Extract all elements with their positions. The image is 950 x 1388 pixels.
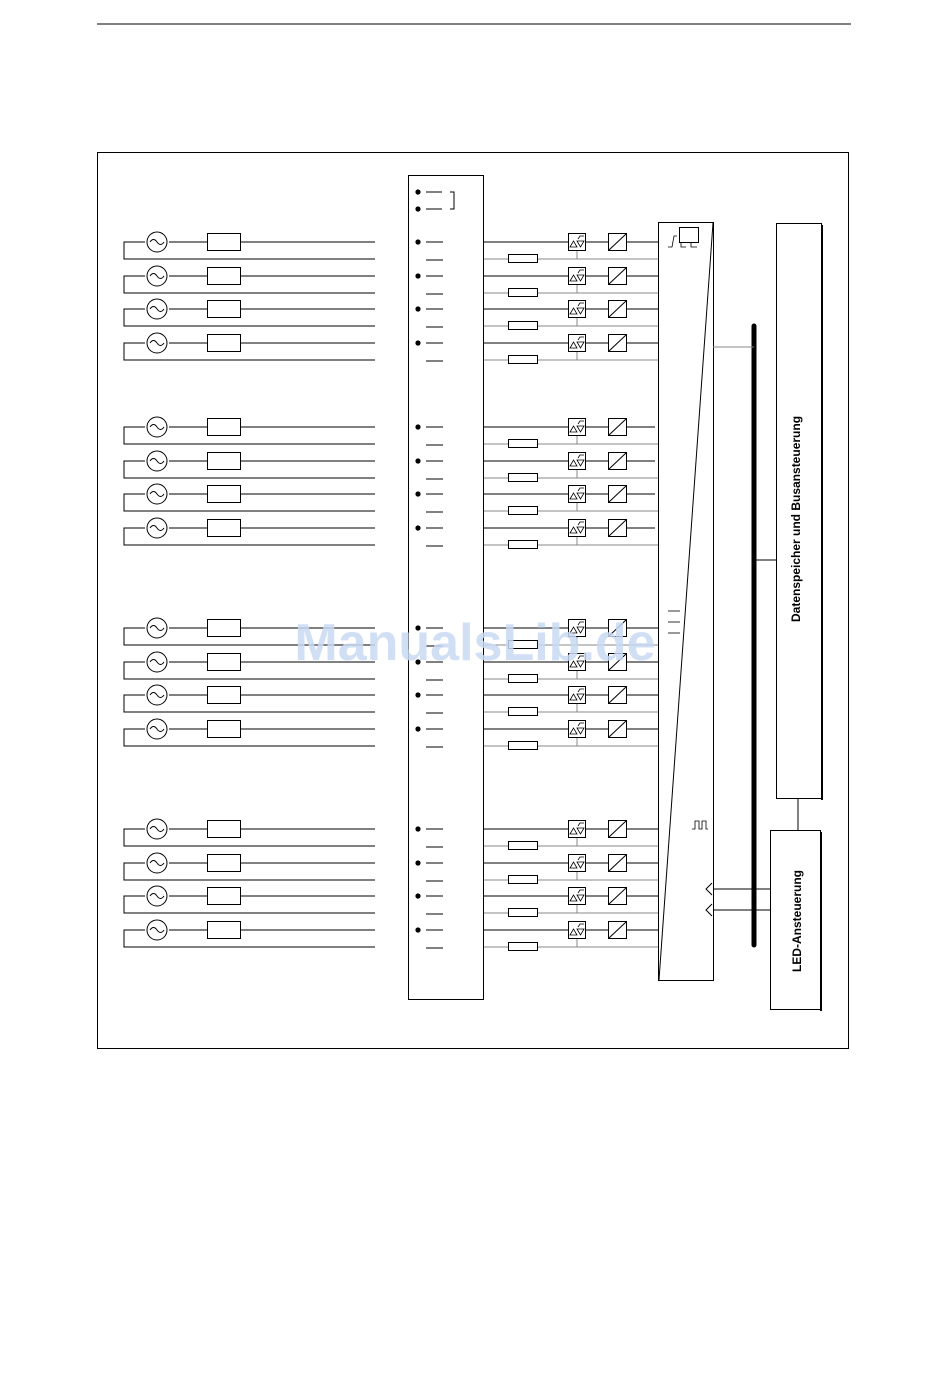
led-control-label: LED-Ansteuerung	[790, 870, 804, 972]
channel	[124, 232, 658, 263]
data-memory-box	[777, 224, 823, 801]
resistor-icon	[208, 453, 241, 470]
resistor-icon	[208, 620, 241, 637]
terminal-dot	[415, 491, 420, 496]
channel	[124, 333, 658, 364]
terminal-dot	[415, 239, 420, 244]
jumper-terminals	[415, 189, 454, 211]
channel	[124, 417, 658, 448]
fuse-icon	[509, 876, 538, 884]
resistor-icon	[208, 520, 241, 537]
resistor-icon	[208, 687, 241, 704]
channel	[124, 685, 658, 716]
fuse-icon	[509, 440, 538, 448]
fuse-icon	[509, 474, 538, 482]
fuse-icon	[509, 289, 538, 297]
channel	[124, 819, 658, 850]
resistor-icon	[208, 855, 241, 872]
terminal-dot	[415, 525, 420, 530]
resistor-icon	[208, 922, 241, 939]
channel	[124, 266, 658, 297]
resistor-icon	[208, 821, 241, 838]
diagram-frame	[98, 153, 849, 1049]
resistor-icon	[208, 486, 241, 503]
signal-processing-block	[659, 223, 714, 981]
input-channels	[124, 232, 658, 951]
channel	[124, 484, 658, 515]
terminal-dot	[415, 860, 420, 865]
data-memory-label: Datenspeicher und Busansteuerung	[789, 415, 803, 623]
channel	[124, 853, 658, 884]
channel	[124, 299, 658, 330]
watermark: ManualsLib.de	[294, 614, 656, 672]
channel	[124, 451, 658, 482]
fuse-icon	[509, 708, 538, 716]
channel	[124, 719, 658, 750]
fuse-icon	[509, 541, 538, 549]
terminal-dot	[415, 927, 420, 932]
fuse-icon	[509, 356, 538, 364]
terminal-dot	[415, 340, 420, 345]
fuse-icon	[509, 943, 538, 951]
channel	[124, 518, 658, 549]
fuse-icon	[509, 322, 538, 330]
resistor-icon	[208, 234, 241, 251]
terminal-block	[409, 176, 484, 1000]
fuse-icon	[509, 675, 538, 683]
resistor-icon	[208, 268, 241, 285]
terminal-dot	[415, 424, 420, 429]
terminal-dot	[415, 726, 420, 731]
fuse-icon	[509, 255, 538, 263]
terminal-dot	[415, 692, 420, 697]
terminal-dot	[415, 458, 420, 463]
fuse-icon	[509, 909, 538, 917]
led-connections	[706, 883, 771, 916]
resistor-icon	[208, 721, 241, 738]
fuse-icon	[509, 507, 538, 515]
trigger-icon	[680, 228, 699, 243]
led-control-box	[771, 831, 822, 1012]
fuse-icon	[509, 742, 538, 750]
resistor-icon	[208, 419, 241, 436]
channel	[124, 886, 658, 917]
square-pulse-icon	[692, 821, 708, 829]
resistor-icon	[208, 654, 241, 671]
terminal-dot	[415, 306, 420, 311]
resistor-icon	[208, 888, 241, 905]
terminal-dot	[415, 893, 420, 898]
fuse-icon	[509, 842, 538, 850]
channel	[124, 920, 658, 951]
resistor-icon	[208, 335, 241, 352]
terminal-dot	[415, 273, 420, 278]
resistor-icon	[208, 301, 241, 318]
terminal-dot	[415, 826, 420, 831]
